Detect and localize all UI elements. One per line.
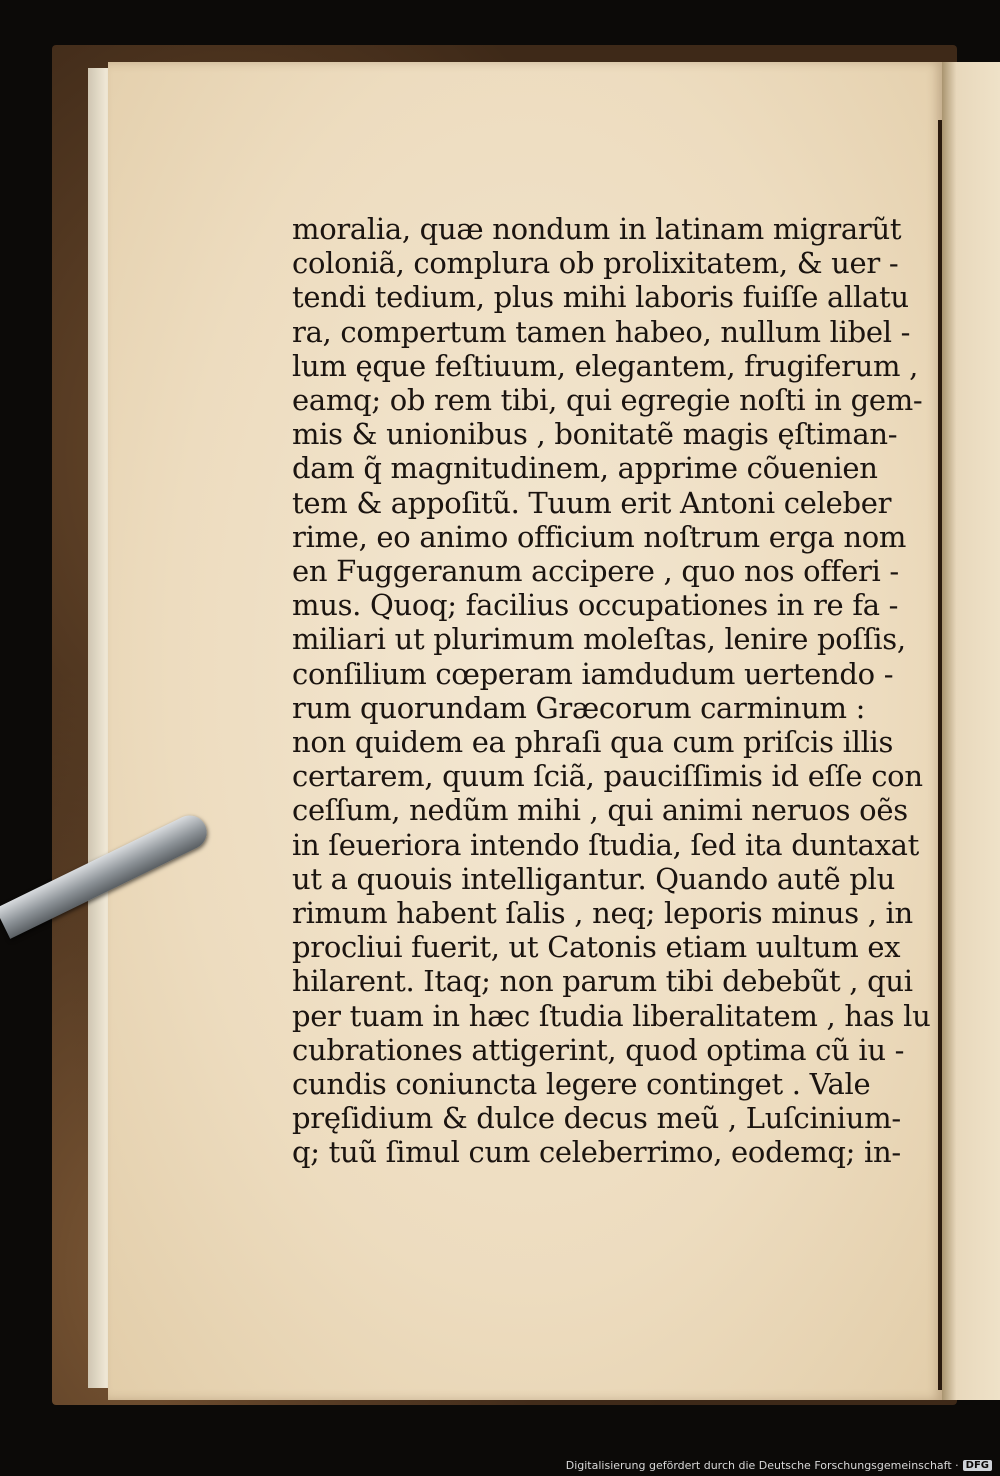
text-line: mis & unionibus , bonitatẽ magis ęſtiman- <box>292 417 898 452</box>
text-line: en Fuggeranum accipere , quo nos offeri - <box>292 554 899 589</box>
text-line: rum quorundam Græcorum carminum : <box>292 690 866 725</box>
gutter-shadow <box>938 120 942 1390</box>
page-text-block <box>292 212 931 1170</box>
digitization-footer <box>566 1459 992 1472</box>
text-line: conſilium cœperam iamdudum uertendo - <box>292 656 894 691</box>
text-line: cubrationes attigerint, quod optima cũ iu - <box>292 1032 905 1067</box>
text-line: q; tuũ ſimul cum celeberrimo, eodemq; in- <box>292 1135 901 1170</box>
text-line: eamq; ob rem tibi, qui egregie noſti in gem- <box>292 383 923 418</box>
text-line: cundis coniuncta legere continget . Vale <box>292 1067 871 1102</box>
text-line: per tuam in hæc ſtudia liberalitatem , has lu <box>292 998 931 1033</box>
text-line: pręſidium & dulce decus meũ , Luſcinium- <box>292 1101 901 1136</box>
text-line: non quidem ea phraſi qua cum priſcis illis <box>292 725 894 760</box>
footer-text: Digitalisierung gefördert durch die Deutsche Forschungsgemeinschaft · <box>565 1459 959 1472</box>
text-line: ra, compertum tamen habeo, nullum libel - <box>292 314 911 349</box>
text-line: moralia, quæ nondum in latinam migrarũt <box>292 212 902 246</box>
text-line: rime, eo animo officium noſtrum erga nom <box>292 519 907 554</box>
text-line: lum ęque feſtiuum, elegantem, frugiferum , <box>292 348 919 383</box>
text-line: certarem, quum ſciã, pauciſſimis id eſſe con <box>292 759 923 794</box>
text-line: hilarent. Itaq; non parum tibi debebũt , qui <box>292 964 913 999</box>
dfg-logo-icon: DFG <box>963 1460 992 1471</box>
text-line: ut a quouis intelligantur. Quando autẽ plu <box>292 861 895 896</box>
text-line: rimum habent ſalis , neq; leporis minus , in <box>292 896 913 931</box>
text-line: tendi tedium, plus mihi laboris fuiſſe allatu <box>292 280 909 315</box>
text-line: ceſſum, nedũm mihi , qui animi neruos oẽs <box>292 793 908 828</box>
text-line: mus. Quoq; facilius occupationes in re fa - <box>292 588 899 623</box>
text-line: in ſeueriora intendo ſtudia, ſed ita duntaxat <box>292 827 919 862</box>
text-line: coloniã, complura ob prolixitatem, & uer - <box>292 246 899 281</box>
text-line: miliari ut plurimum moleſtas, lenire poſſis, <box>292 622 906 657</box>
text-line: procliui fuerit, ut Catonis etiam uultum ex <box>292 930 901 965</box>
facing-page-edge <box>942 62 1000 1400</box>
text-line: tem & appoſitũ. Tuum erit Antoni celeber <box>292 485 892 520</box>
text-line: dam q̃ magnitudinem, apprime cõuenien <box>292 451 878 486</box>
